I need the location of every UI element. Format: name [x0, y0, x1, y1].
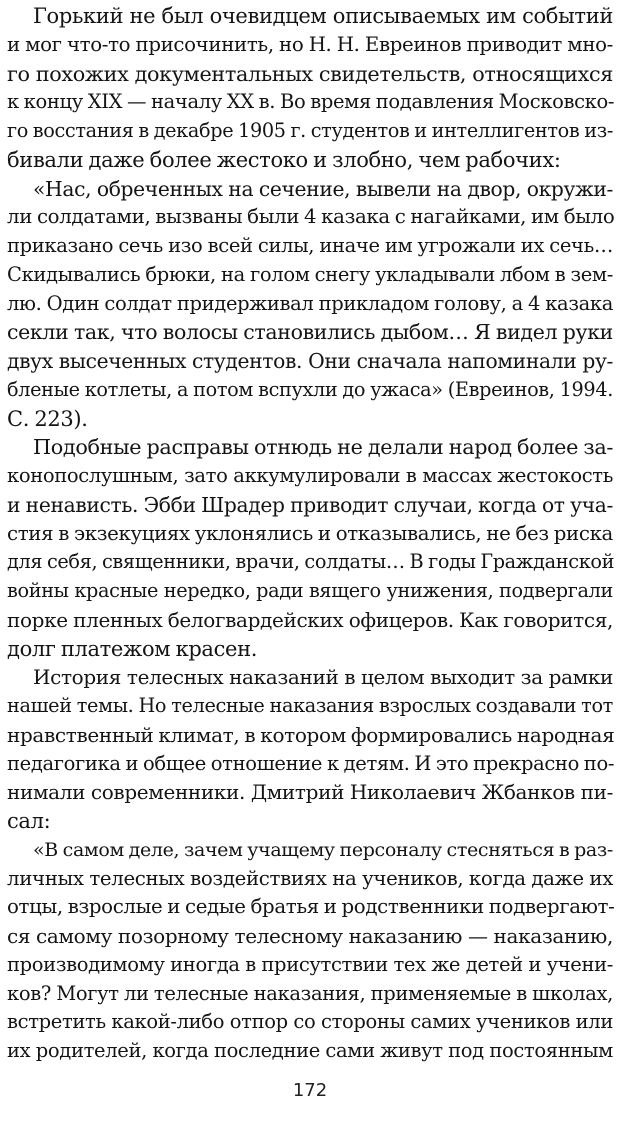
text-line: нравственный климат, в котором формировались народная — [7, 722, 615, 747]
text-line: ли солдатами, вызваны были 4 казака с нагайками, им было — [7, 205, 615, 229]
text-line: и ненависть. Эбби Шрадер приводит случаи, когда от уча- — [7, 492, 613, 517]
page-number: 172 — [292, 1080, 328, 1101]
text-line: ков? Могут ли телесные наказания, применяемые в школах, — [7, 981, 613, 1005]
text-line: личных телесных воздействиях на учеников, когда даже их — [7, 866, 613, 890]
text-line: их родителей, когда последние сами живут под постоянным — [7, 1039, 613, 1063]
text-line: бленые котлеты, а потом вспухли до ужаса» (Евреинов, 1994. — [7, 377, 613, 401]
text-line: двух высеченных студентов. Они сначала напоминали ру- — [7, 349, 613, 374]
text-line: бивали даже более жестоко и злобно, чем рабочих: — [7, 147, 561, 172]
text-line: История телесных наказаний в целом выходит за рамки — [33, 665, 613, 690]
text-line: долг платежом красен. — [7, 636, 258, 661]
text-line: го похожих документальных свидетельств, относящихся — [7, 61, 613, 86]
text-line: Подобные расправы отнюдь не делали народ более за- — [33, 435, 613, 460]
text-line: к концу XIX — началу XX в. Во время подавления Московско- — [7, 90, 615, 114]
text-line: лю. Один солдат придерживал прикладом голову, а 4 казака — [7, 291, 613, 315]
text-line: Скидывались брюки, на голом снегу укладывали лбом в зем- — [7, 262, 613, 286]
text-line: встретить какой-либо отпор со стороны самих учеников или — [7, 1010, 613, 1034]
text-line: стия в экзекуциях уклонялись и отказывались, не без риска — [7, 521, 613, 545]
text-line: для себя, священники, врачи, солдаты… В годы Гражданской — [7, 550, 615, 574]
text-line: Горький не был очевидцем описываемых им событий — [33, 4, 613, 28]
text-line: нашей темы. Но телесные наказания взрослых создавали тот — [7, 694, 613, 718]
text-line: го восстания в декабре 1905 г. студентов и интеллигентов из- — [7, 119, 613, 143]
text-line: С. 223). — [7, 406, 88, 431]
text-line: и мог что-то присочинить, но Н. Н. Евреинов приводит мно- — [7, 32, 613, 56]
text-line: ся самому позорному телесному наказанию — наказанию, — [7, 924, 613, 949]
text-line: конопослушным, зато аккумулировали в массах жестокость — [7, 464, 613, 488]
text-line: порке пленных белогвардейских офицеров. Как говорится, — [7, 607, 613, 632]
text-line: отцы, взрослые и седые братья и родственники подвергают- — [7, 895, 615, 919]
text-line: педагогика и общее отношение к детям. И это прекрасно по- — [7, 751, 615, 775]
text-line: войны красные нередко, ради вящего унижения, подвергали — [7, 579, 613, 603]
text-line: «Нас, обреченных на сечение, вывели на двор, окружи- — [33, 176, 613, 201]
text-line: нимали современники. Дмитрий Николаевич Жбанков пи- — [7, 780, 613, 805]
text-line: приказано сечь изо всей силы, иначе им угрожали их сечь… — [7, 234, 613, 258]
text-line: сал: — [7, 809, 51, 834]
text-line: производимому иногда в присутствии тех же детей и учени- — [7, 952, 613, 976]
text-line: секли так, что волосы становились дыбом… Я видел руки — [7, 320, 613, 345]
text-line: «В самом деле, зачем учащему персоналу стесняться в раз- — [33, 838, 613, 861]
